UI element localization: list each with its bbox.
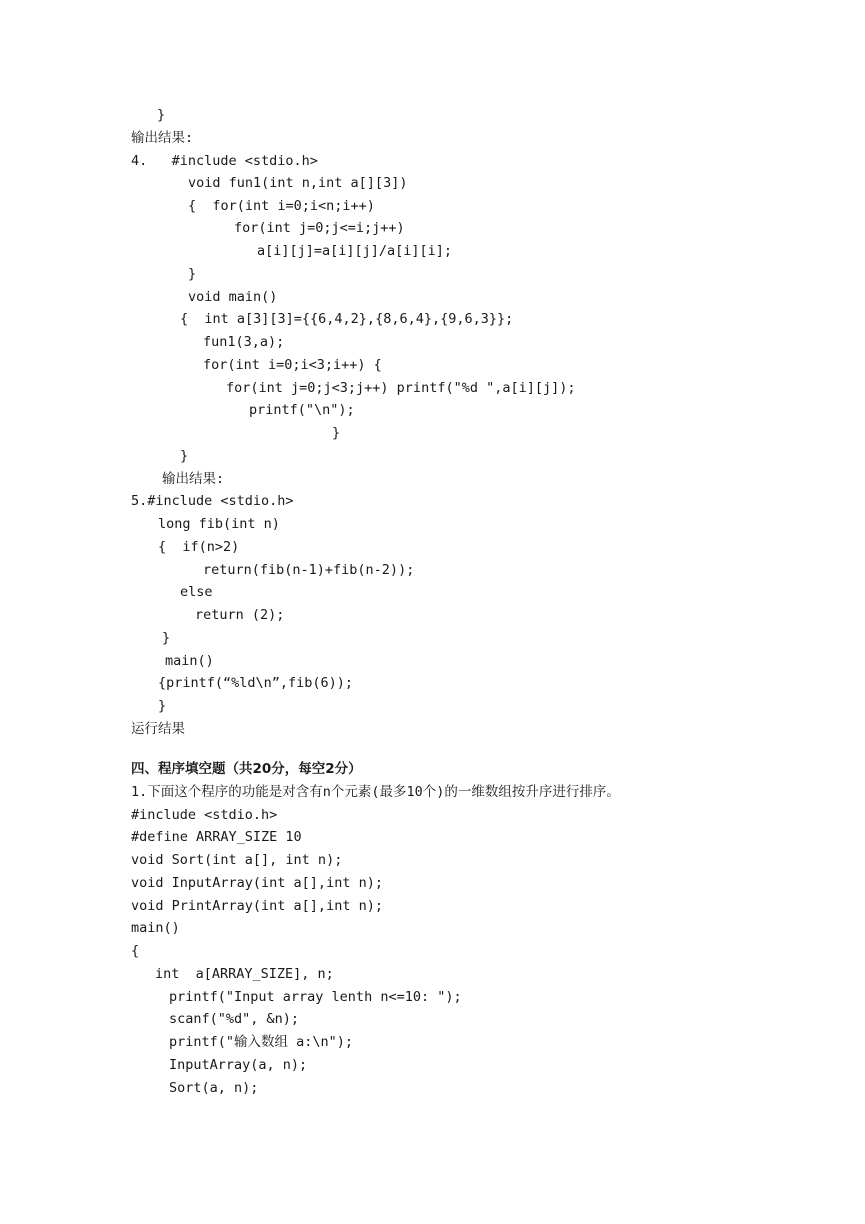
- code-line: }: [188, 266, 197, 282]
- code-line: a[i][j]=a[i][j]/a[i][i];: [257, 243, 453, 259]
- problem-4-header: 4. #include <stdio.h>: [131, 153, 318, 169]
- code-line: else: [180, 584, 213, 600]
- code-line: scanf("%d", &n);: [169, 1011, 300, 1027]
- code-line: return (2);: [195, 607, 285, 623]
- code-line: { for(int i=0;i<n;i++): [188, 198, 375, 214]
- problem-5-header: 5.#include <stdio.h>: [131, 493, 294, 509]
- section-heading: 四、程序填空题（共20分，每空2分）: [131, 761, 362, 777]
- code-line: }: [332, 425, 341, 441]
- code-line: for(int j=0;j<3;j++) printf("%d ",a[i][j]);: [226, 380, 576, 396]
- code-line: printf("\n");: [249, 402, 355, 418]
- code-line: }: [158, 698, 167, 714]
- code-line: printf("输入数组 a:\n");: [169, 1034, 354, 1050]
- code-line: { if(n>2): [158, 539, 240, 555]
- code-line: long fib(int n): [158, 516, 280, 532]
- question-text: 1.下面这个程序的功能是对含有n个元素(最多10个)的一维数组按升序进行排序。: [131, 784, 620, 800]
- code-line: for(int i=0;i<3;i++) {: [203, 357, 382, 373]
- code-line: }: [162, 630, 171, 646]
- code-line: main(): [131, 920, 180, 936]
- code-line: }: [180, 448, 189, 464]
- code-line: {: [131, 943, 140, 959]
- code-line: { int a[3][3]={{6,4,2},{8,6,4},{9,6,3}};: [180, 311, 514, 327]
- code-line: InputArray(a, n);: [169, 1057, 308, 1073]
- code-line: {printf(“%ld\n”,fib(6));: [158, 675, 354, 691]
- code-line: printf("Input array lenth n<=10: ");: [169, 989, 462, 1005]
- code-line: void fun1(int n,int a[][3]): [188, 175, 408, 191]
- code-line: fun1(3,a);: [203, 334, 285, 350]
- code-line: void main(): [188, 289, 278, 305]
- code-line: Sort(a, n);: [169, 1080, 259, 1096]
- run-result-label: 运行结果: [131, 721, 185, 737]
- code-line: #include <stdio.h>: [131, 807, 278, 823]
- code-line: }: [157, 107, 166, 123]
- code-line: for(int j=0;j<=i;j++): [234, 220, 405, 236]
- code-line: main(): [165, 653, 214, 669]
- code-line: return(fib(n-1)+fib(n-2));: [203, 562, 415, 578]
- code-line: void InputArray(int a[],int n);: [131, 875, 383, 891]
- output-result-label: 输出结果:: [131, 130, 194, 146]
- output-result-label: 输出结果:: [162, 471, 225, 487]
- code-line: void Sort(int a[], int n);: [131, 852, 343, 868]
- code-line: int a[ARRAY_SIZE], n;: [155, 966, 334, 982]
- code-line: void PrintArray(int a[],int n);: [131, 898, 383, 914]
- code-line: #define ARRAY_SIZE 10: [131, 829, 302, 845]
